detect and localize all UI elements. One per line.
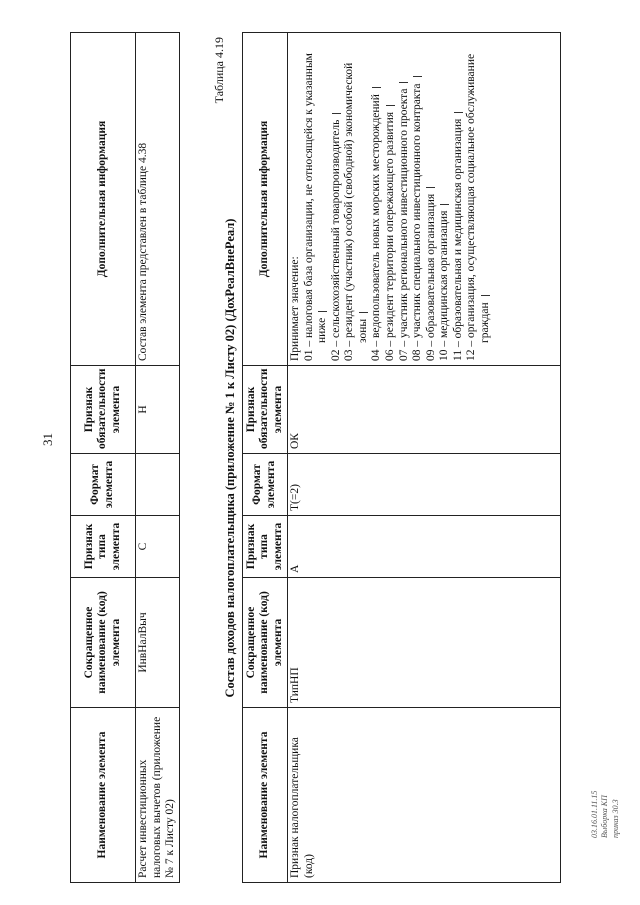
- cell-format: Т(=2): [288, 454, 561, 516]
- list-item: 07 – участник регионального инвестиционного проекта: [398, 37, 412, 361]
- header-type: Признак типа элемента: [71, 516, 136, 578]
- cell-format: [136, 454, 180, 516]
- info-intro: Принимает значение:: [289, 256, 301, 361]
- cell-required: Н: [136, 366, 180, 454]
- list-item: 03 – резидент (участник) особой (свободной) экономической зоны: [343, 62, 369, 361]
- table-header-row: [71, 33, 136, 883]
- table-header-row: [243, 33, 288, 883]
- page-number: 31: [40, 433, 55, 446]
- list-item: 09 – образовательная организация: [425, 37, 439, 361]
- header-format: Формат элемента: [243, 454, 288, 516]
- cell-name: Расчет инвестиционных налоговых вычетов (приложение № 7 к Листу 02): [136, 708, 180, 883]
- rotated-page: [70, 33, 570, 883]
- cell-code: ТипНП: [288, 578, 561, 708]
- list-item: 12 – организация, осуществляющая социальное обслуживание граждан: [465, 53, 491, 361]
- header-format: Формат элемента: [71, 454, 136, 516]
- table-row: [136, 33, 180, 883]
- handwritten-stamp: 03.16.01.11.15 Выборка КП приказ 30.3: [590, 790, 620, 838]
- header-code: Сокращенное наименование (код) элемента: [243, 578, 288, 708]
- list-item: 04 – ведопользователь новых морских месторождений: [370, 37, 384, 361]
- table-row: [288, 33, 561, 883]
- header-required: Признак обязательности элемента: [243, 366, 288, 454]
- list-item: 06 – резидент территории опережающего развития: [384, 37, 398, 361]
- list-item: 08 – участник специального инвестиционного контракта: [411, 37, 425, 361]
- header-info: Дополнительная информация: [243, 33, 288, 366]
- code-list: [303, 37, 493, 361]
- list-item: 02 – сельскохозяйственный товаропроизводитель: [330, 37, 344, 361]
- cell-info: Состав элемента представлен в таблице 4.38: [136, 33, 180, 366]
- list-item: 01 – налоговая база организации, не относящейся к указанным ниже: [302, 53, 329, 361]
- header-info: Дополнительная информация: [71, 33, 136, 366]
- header-name: Наименование элемента: [243, 708, 288, 883]
- table-title: Состав доходов налогоплательщика (приложение № 1 к Листу 02) (ДохРеалВнеРеал): [223, 218, 237, 698]
- elements-table-top: [70, 32, 180, 883]
- cell-type: С: [136, 516, 180, 578]
- header-required: Признак обязательности элемента: [71, 366, 136, 454]
- cell-info: [288, 33, 561, 366]
- cell-type: А: [288, 516, 561, 578]
- header-name: Наименование элемента: [71, 708, 136, 883]
- cell-required: ОК: [288, 366, 561, 454]
- cell-code: ИнвНалВыч: [136, 578, 180, 708]
- header-code: Сокращенное наименование (код) элемента: [71, 578, 136, 708]
- table-number-label: Таблица 4.19: [212, 37, 226, 104]
- list-item: 11 – образовательная и медицинская организация: [452, 37, 466, 361]
- list-item: 10 – медицинская организация: [438, 37, 452, 361]
- header-type: Признак типа элемента: [243, 516, 288, 578]
- elements-table-bottom: [242, 32, 561, 883]
- cell-name: Признак налогоплательщика (код): [288, 708, 561, 883]
